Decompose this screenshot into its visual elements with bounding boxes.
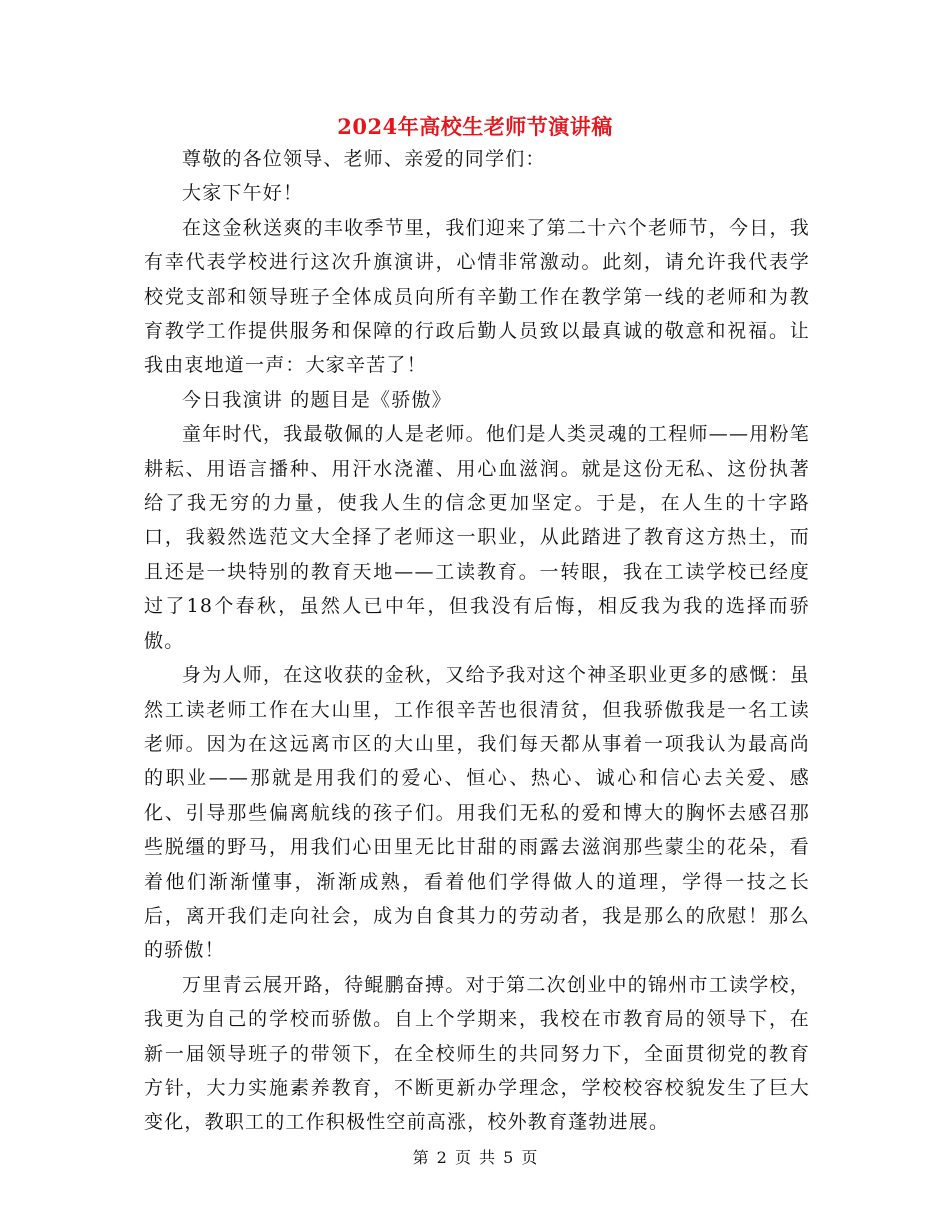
greeting-paragraph: 大家下午好！ (182, 182, 304, 205)
salutation-paragraph: 尊敬的各位领导、老师、亲爱的同学们： (182, 148, 546, 170)
body-paragraph: 万里青云展开路，待鲲鹏奋搏。对于第二次创业中的锦州市工读学校，我更为自己的学校而骄傲。自上个学期来，我校在市教育局的领导下，在新一届领导班子的带领下，在全校师生的共同努力下，全面贯彻党的教育方针，大力实施素养教育，不断更新办学理念，学校校容校貌发生了巨大变化，教职工的工作积极性空前高涨，校外教育蓬勃进展。 (144, 973, 810, 1134)
page-number-footer: 第 2 页 共 5 页 (412, 1148, 538, 1167)
document-title: 2024年高校生老师节演讲稿 (337, 114, 613, 139)
speech-topic-paragraph: 今日我演讲 的题目是《骄傲》 (182, 388, 452, 411)
document-body (144, 142, 810, 1140)
body-paragraph: 身为人师，在这收获的金秋，又给予我对这个神圣职业更多的感慨：虽然工读老师工作在大山里，工作很辛苦也很清贫，但我骄傲我是一名工读老师。因为在这远离市区的大山里，我们每天都从事着一项我认为最高尚的职业——那就是用我们的爱心、恒心、热心、诚心和信心去关爱、感化、引导那些偏离航线的孩子们。用我们无私的爱和博大的胸怀去感召那些脱缰的野马，用我们心田里无比甘甜的雨露去滋润那些蒙尘的花朵，看着他们渐渐懂事，渐渐成熟，看着他们学得做人的道理，学得一技之长后，离开我们走向社会，成为自食其力的劳动者，我是那么的欣慰！那么的骄傲！ (144, 664, 810, 962)
body-paragraph: 在这金秋送爽的丰收季节里，我们迎来了第二十六个老师节，今日，我有幸代表学校进行这次升旗演讲，心情非常激动。此刻，请允许我代表学校党支部和领导班子全体成员向所有辛勤工作在教学第一线的老师和为教育教学工作提供服务和保障的行政后勤人员致以最真诚的敬意和祝福。让我由衷地道一声：大家辛苦了！ (144, 216, 810, 377)
body-paragraph: 童年时代，我最敬佩的人是老师。他们是人类灵魂的工程师——用粉笔耕耘、用语言播种、用汗水浇灌、用心血滋润。就是这份无私、这份执著给了我无穷的力量，使我人生的信念更加坚定。于是，在人生的十字路口，我毅然选范文大全择了老师这一职业，从此踏进了教育这方热土，而且还是一块特别的教育天地——工读教育。一转眼，我在工读学校已经度过了18个春秋，虽然人已中年，但我没有后悔，相反我为我的选择而骄傲。 (144, 423, 810, 652)
